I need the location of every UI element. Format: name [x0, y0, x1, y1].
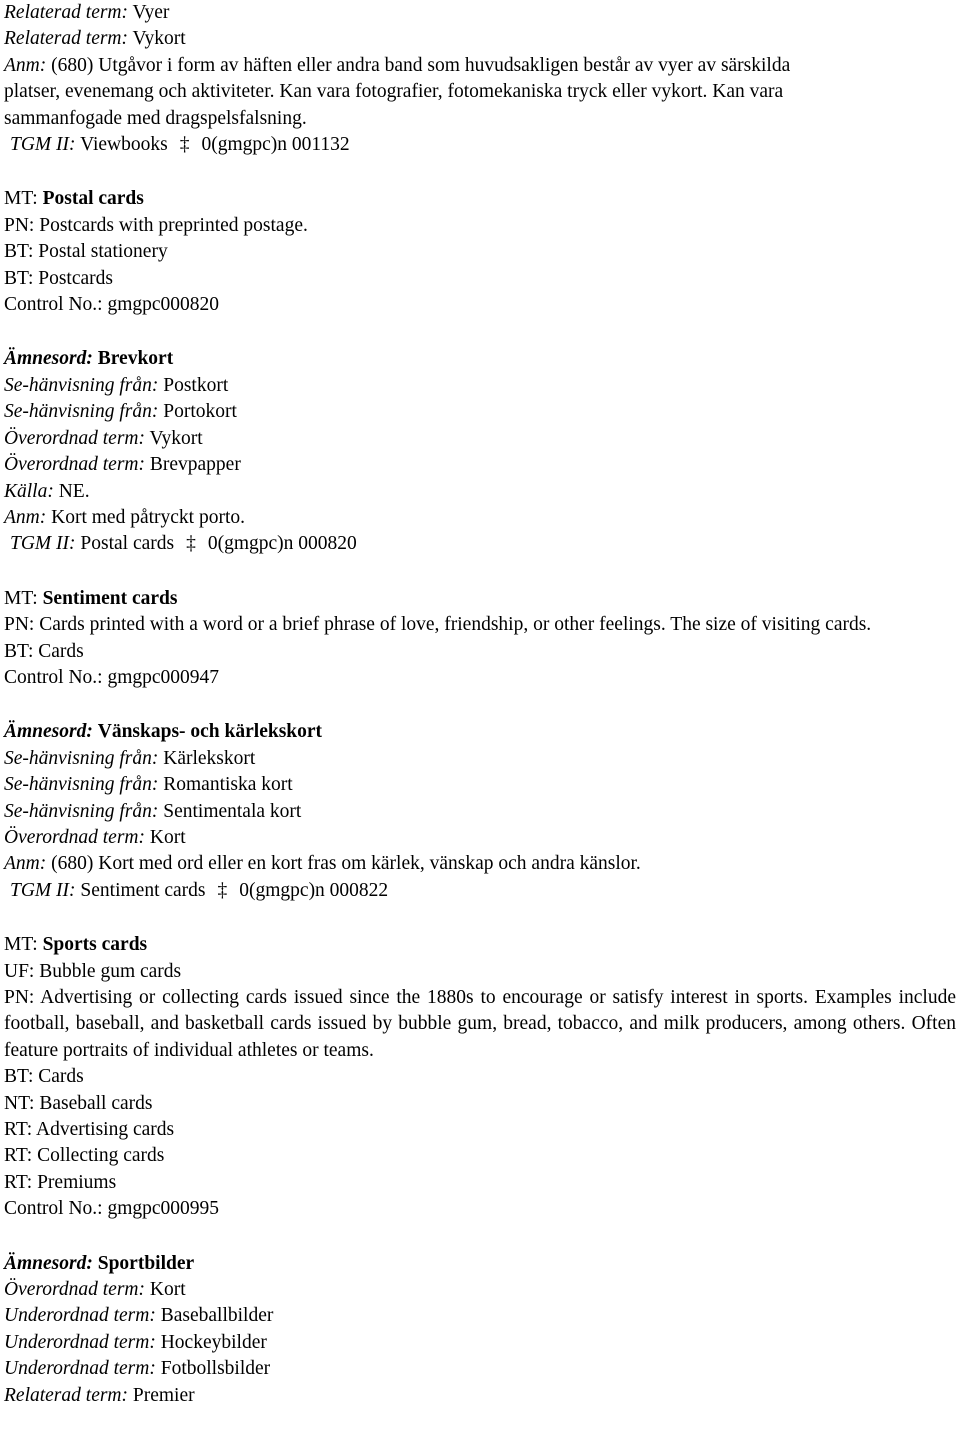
- pn-text: Cards printed with a word or a brief phrase of love, friendship, or other feelings. The size of visiting cards.: [39, 614, 872, 636]
- control-label: Control No.:: [4, 294, 103, 316]
- tgm-label: TGM II:: [10, 134, 76, 156]
- pn-line: [4, 213, 956, 239]
- note-line: [4, 505, 956, 531]
- rt-line: [4, 1170, 956, 1196]
- rt-term: Collecting cards: [37, 1145, 165, 1167]
- subject-line: [4, 346, 956, 372]
- mt-term: Sentiment cards: [42, 587, 178, 609]
- mt-line: [4, 586, 956, 612]
- uf-line: [4, 959, 956, 985]
- note-continuation: sammanfogade med dragspelsfalsning.: [4, 107, 307, 129]
- dagger-glyph: ‡: [179, 134, 190, 156]
- uf-term: Bubble gum cards: [39, 960, 182, 982]
- tgm-code: 0(gmgpc)n 001132: [201, 134, 350, 156]
- bt-line: [4, 239, 956, 265]
- rt-line: [4, 1117, 956, 1143]
- subject-label: Ämnesord:: [4, 1252, 93, 1274]
- narrower-term: Baseballbilder: [160, 1305, 274, 1327]
- subject-term: Vänskaps- och kärlekskort: [97, 721, 323, 743]
- related-term-line: [4, 0, 956, 26]
- pn-text: Advertising or collecting cards issued since the 1880s to encourage or satisfy interest in sports. Examples include football, baseball, and basketball cards issued by bubble gum, bread, tobacco, and milk producers, among others. Often feature portraits of individual athletes or teams.: [4, 987, 956, 1061]
- mt-term: Sports cards: [42, 934, 148, 956]
- bt-line: [4, 1064, 956, 1090]
- note-label: Anm:: [4, 506, 47, 528]
- broader-term: Kort: [149, 1279, 186, 1301]
- pn-paragraph: [4, 612, 956, 638]
- nt-line: [4, 1091, 956, 1117]
- see-from-line: [4, 399, 956, 425]
- broader-label: Överordnad term:: [4, 427, 145, 449]
- broader-term-line: [4, 426, 956, 452]
- subject-line: [4, 1251, 956, 1277]
- broader-term: Kort: [149, 826, 186, 848]
- control-line: [4, 1196, 956, 1222]
- see-from-label: Se-hänvisning från:: [4, 747, 159, 769]
- see-from-term: Kärlekskort: [163, 747, 256, 769]
- tgm-term: Postal cards: [80, 533, 175, 555]
- see-from-term: Postkort: [163, 374, 229, 396]
- mt-label: MT:: [4, 587, 38, 609]
- pn-label: PN:: [4, 614, 35, 636]
- note-line: [4, 851, 956, 877]
- related-label: Relaterad term:: [4, 28, 129, 50]
- tgm-code: 0(gmgpc)n 000820: [207, 533, 357, 555]
- control-line: [4, 665, 956, 691]
- see-from-term: Portokort: [163, 401, 237, 423]
- note-line: [4, 53, 956, 79]
- note-continuation: platser, evenemang och aktiviteter. Kan vara fotografier, fotomekaniska tryck eller vykort. Kan vara: [4, 81, 784, 103]
- control-label: Control No.:: [4, 666, 103, 688]
- related-label: Relaterad term:: [4, 1384, 129, 1406]
- bt-term: Postcards: [38, 267, 113, 289]
- see-from-label: Se-hänvisning från:: [4, 800, 159, 822]
- dagger-glyph: ‡: [217, 879, 228, 901]
- bt-line: [4, 266, 956, 292]
- rt-label: RT:: [4, 1171, 33, 1193]
- broader-label: Överordnad term:: [4, 454, 145, 476]
- broader-term: Brevpapper: [149, 454, 241, 476]
- note-text: (680) Utgåvor i form av häften eller andra band som huvudsakligen består av vyer av särskilda: [51, 54, 791, 76]
- nt-label: NT:: [4, 1092, 35, 1114]
- tgm-label: TGM II:: [10, 879, 76, 901]
- related-term-line: [4, 26, 956, 52]
- tgm-term: Sentiment cards: [80, 879, 206, 901]
- narrower-label: Underordnad term:: [4, 1358, 156, 1380]
- narrower-term: Hockeybilder: [160, 1331, 267, 1353]
- subject-line: [4, 719, 956, 745]
- broader-term-line: [4, 1277, 956, 1303]
- pn-label: PN:: [4, 987, 35, 1008]
- bt-term: Cards: [38, 1066, 84, 1088]
- see-from-label: Se-hänvisning från:: [4, 774, 159, 796]
- source-label: Källa:: [4, 480, 54, 502]
- narrower-label: Underordnad term:: [4, 1305, 156, 1327]
- pn-text: Postcards with preprinted postage.: [39, 214, 308, 236]
- see-from-line: [4, 799, 956, 825]
- narrower-label: Underordnad term:: [4, 1331, 156, 1353]
- tgm-line: [4, 531, 956, 557]
- note-label: Anm:: [4, 853, 47, 875]
- see-from-label: Se-hänvisning från:: [4, 401, 159, 423]
- narrower-term-line: [4, 1356, 956, 1382]
- note-text: (680) Kort med ord eller en kort fras om kärlek, vänskap och andra känslor.: [51, 853, 641, 875]
- bt-label: BT:: [4, 640, 34, 662]
- control-line: [4, 292, 956, 318]
- mt-label: MT:: [4, 934, 38, 956]
- mt-term: Postal cards: [42, 188, 144, 210]
- source-line: [4, 479, 956, 505]
- tgm-line: [4, 878, 956, 904]
- tgm-line: [4, 132, 956, 158]
- see-from-term: Sentimentala kort: [163, 800, 302, 822]
- uf-label: UF:: [4, 960, 35, 982]
- related-term: Premier: [132, 1384, 195, 1406]
- broader-label: Överordnad term:: [4, 826, 145, 848]
- related-label: Relaterad term:: [4, 2, 129, 23]
- see-from-line: [4, 746, 956, 772]
- nt-term: Baseball cards: [39, 1092, 153, 1114]
- see-from-line: [4, 373, 956, 399]
- tgm-code: 0(gmgpc)n 000822: [239, 879, 389, 901]
- related-term: Vyer: [132, 2, 170, 23]
- bt-label: BT:: [4, 267, 34, 289]
- rt-label: RT:: [4, 1119, 33, 1141]
- bt-label: BT:: [4, 241, 34, 263]
- mt-line: [4, 186, 956, 212]
- broader-label: Överordnad term:: [4, 1279, 145, 1301]
- rt-term: Advertising cards: [36, 1119, 175, 1141]
- subject-term: Sportbilder: [97, 1252, 195, 1274]
- tgm-term: Viewbooks: [80, 134, 168, 156]
- dagger-glyph: ‡: [186, 533, 196, 555]
- mt-label: MT:: [4, 188, 38, 210]
- broader-term-line: [4, 825, 956, 851]
- broader-term: Vykort: [149, 427, 203, 449]
- note-text: Kort med påtryckt porto.: [51, 506, 245, 528]
- see-from-term: Romantiska kort: [163, 774, 293, 796]
- rt-label: RT:: [4, 1145, 33, 1167]
- pn-paragraph: [4, 985, 956, 1064]
- see-from-line: [4, 772, 956, 798]
- control-label: Control No.:: [4, 1198, 103, 1220]
- control-number: gmgpc000820: [107, 294, 220, 316]
- bt-line: [4, 639, 956, 665]
- narrower-term-line: [4, 1303, 956, 1329]
- related-term-line: [4, 1383, 956, 1409]
- subject-label: Ämnesord:: [4, 721, 93, 743]
- source-text: NE.: [58, 480, 90, 502]
- control-number: gmgpc000995: [107, 1198, 220, 1220]
- rt-line: [4, 1143, 956, 1169]
- pn-label: PN:: [4, 214, 35, 236]
- note-label: Anm:: [4, 54, 47, 76]
- bt-term: Postal stationery: [38, 241, 168, 263]
- see-from-label: Se-hänvisning från:: [4, 374, 159, 396]
- narrower-term: Fotbollsbilder: [160, 1358, 271, 1380]
- rt-term: Premiums: [37, 1171, 117, 1193]
- subject-term: Brevkort: [97, 348, 174, 370]
- broader-term-line: [4, 452, 956, 478]
- bt-term: Cards: [38, 640, 84, 662]
- mt-line: [4, 932, 956, 958]
- bt-label: BT:: [4, 1066, 34, 1088]
- narrower-term-line: [4, 1330, 956, 1356]
- tgm-label: TGM II:: [10, 533, 76, 555]
- control-number: gmgpc000947: [107, 666, 220, 688]
- subject-label: Ämnesord:: [4, 348, 93, 370]
- related-term: Vykort: [132, 28, 186, 50]
